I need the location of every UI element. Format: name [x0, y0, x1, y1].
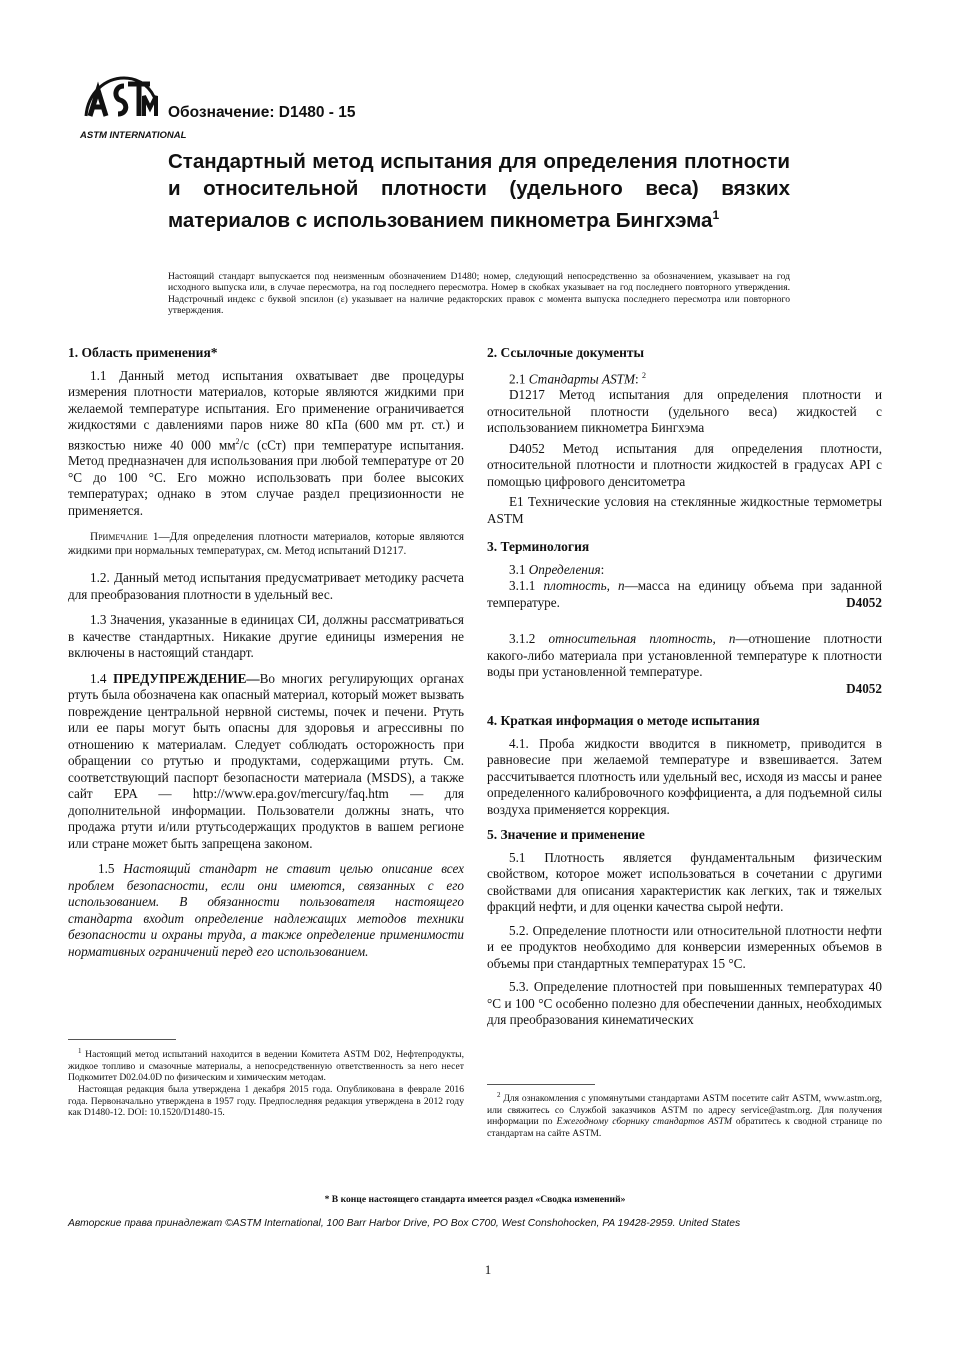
- paragraph-2-1: 2.1 Стандарты ASTM: $^2$: [509, 370, 646, 386]
- paragraph-5-3: 5.3. Определение плотностей при повышенных температурах 40 °C и 100 °C особенно полезно для обеспечении данных, необходимых для преобразования кинематических: [487, 979, 882, 1028]
- issuance-notice: Настоящий стандарт выпускается под неизменным обозначением D1480; номер, следующий непосредственно за обозначением, указывает на год исходного выпуска или, в случае пересмотра, на год последнего пересмотра. Номер в скобках указывает на год последнего повторного утверждения. Надстрочный индекс с буквой эпсилон (ε) указывает на наличие редакторских правок с момента выпуска последнего пересмотра или повторного утверждения.: [168, 271, 790, 317]
- document-title: [168, 149, 790, 234]
- paragraph-1-2: 1.2. Данный метод испытания предусматривает методику расчета для преобразования плотности в удельный вес.: [68, 570, 464, 602]
- paragraph-1-4: 1.4 ПРЕДУПРЕЖДЕНИЕ—Во многих регулирующих органах ртуть была обозначена как опасный материал, который может вызвать повреждение центральной нервной системы, почек и печени. Ртуть или ее пары могут быть опасны для здоровья и агрессивны по отношению к материалам. Следует соблюдать осторожность при обращении со ртутью и продуктами, содержащими ртуть. См. соответствующий паспорт безопасности материала (MSDS), а также сайт EPA — http://www.epa.gov/mercury/faq.htm — для дополнительной информации. Пользователи должны знать, что продажа ртути и/или ртутьсодержащих продуктов в вашем регионе или стране может быть запрещена законом.: [68, 670, 464, 851]
- title-text: Стандартный метод испытания для определения плотности и относительной плотности (удельного веса) вязких материалов с использованием пикнометра Бингхэма: [168, 150, 790, 232]
- ref-d4052-1: D4052: [846, 594, 882, 610]
- footnote-1: $^1$ Настоящий метод испытаний находится в ведении Комитета ASTM D02, Нефтепродукты, жидкое топливо и смазочные материалы, а непосредственную ответственность за него несет Подкомитет D02.04.0D по физическим и химическим методам. Настоящая редакция была утверждена 1 декабря 2015 года. Опубликована в феврале 2016 года. Первоначально утверждена в 1957 году. Предпоследняя редакция утверждена в 2012 году как D1480-12. DOI: 10.1520/D1480-15.: [68, 1047, 464, 1119]
- paragraph-3-1-1: 3.1.1 плотность, n—масса на единицу объема при заданной температуре.: [487, 578, 883, 610]
- section-1-heading: 1. Область применения*: [68, 345, 218, 360]
- reference-d4052: D4052 Метод испытания для определения плотности, относительной плотности и плотности жидкостей в градусах API с помощью цифрового денситометра: [487, 440, 882, 489]
- paragraph-1-5: 1.5 Настоящий стандарт не ставит целью описание всех проблем безопасности, если они имеются, связанных с его использованием. В обязанности пользователя настоящего стандарта входит определение надлежащих методов техники безопасности и охраны труда, а также определение применимости нормативных ограничений перед его использованием.: [68, 861, 465, 959]
- footnote-separator-right: [487, 1084, 595, 1085]
- section-3-heading: 3. Терминология: [487, 539, 590, 555]
- warning-label: ПРЕДУПРЕЖДЕНИЕ—: [113, 670, 260, 686]
- footnote-1-approval: Настоящая редакция была утверждена 1 декабря 2015 года. Опубликована в феврале 2016 года. Первоначально утверждена в 1957 году. Предпоследняя редакция утверждена в 2012 году как D1480-12. DOI: 10.1520/D1480-15.: [68, 1083, 464, 1119]
- reference-e1: E1 Технические условия на стеклянные жидкостные термометры ASTM: [487, 494, 882, 526]
- left-column: [68, 345, 464, 960]
- section-2-heading: 2. Ссылочные документы: [487, 345, 645, 360]
- summary-of-changes-note: * В конце настоящего стандарта имеется раздел «Сводка изменений»: [324, 1194, 626, 1205]
- note-1: Примечание 1—Для определения плотности материалов, которые являются жидкими при нормальных температурах, см. Метод испытаний D1217.: [68, 531, 464, 557]
- footnote-2: $^2$ Для ознакомления с упомянутыми стандартами ASTM посетите сайт ASTM, www.astm.org, или свяжитесь со Службой заказчиков ASTM по адресу service@astm.org. Для получения информации по Ежегодному сборнику стандартов ASTM обратитесь к сводной странице по стандартам на сайте ASTM.: [487, 1091, 882, 1139]
- paragraph-1-1: 1.1 Данный метод испытания охватывает две процедуры измерения плотности материалов, которые являются жидкими при желаемой температуре испытания. Его применение ограничивается жидкостями с давлениями паров ниже 80 кПа (600 мм рт. ст.) и вязкостью ниже 40 000 $мм^2/с$ (сСт) при температуре испытания. Метод предназначен для использования при любой температуре от 20 °C до 100 °C. Его можно использовать при более высоких температурах; однако в этом случае раздел прецизионности не применяется.: [68, 367, 464, 518]
- paragraph-3-1-2: 3.1.2 относительная плотность, n—отношение плотности какого-либо материала при установленной температуре к плотности воды при установленной температуре.: [487, 631, 882, 680]
- designation: Обозначение: D1480 - 15: [168, 104, 356, 121]
- paragraph-5-1: 5.1 Плотность является фундаментальным физическим свойством, которое может использоваться в сочетании с другими свойствами для описания характеристик как легких, так и тяжелых фракций нефти, и для оценки качества сырой нефти.: [487, 849, 882, 915]
- section-4-heading: 4. Краткая информация о методе испытания: [487, 713, 760, 729]
- paragraph-1-3: 1.3 Значения, указанные в единицах СИ, должны рассматриваться в качестве стандартных. Никакие другие единицы измерения не включены в настоящий стандарт.: [68, 612, 464, 661]
- footnote-separator-left: [68, 1039, 176, 1040]
- paragraph-5-2: 5.2. Определение плотности или относительной плотности нефти и ее продуктов необходимо для конверсии измеренных объемов в объемы при стандартных температурах 15 °C.: [487, 922, 882, 971]
- astm-logo-icon: [78, 72, 187, 142]
- ref-d4052-2: D4052: [846, 680, 882, 696]
- copyright-line: Авторские права принадлежат ©ASTM International, 100 Barr Harbor Drive, PO Box C700, West Conshohocken, PA 19428-2959. United States: [68, 1218, 741, 1229]
- title-footnote-ref: 1: [712, 208, 720, 222]
- astm-logo: [78, 72, 187, 142]
- paragraph-3-1: 3.1 Определения:: [509, 561, 605, 577]
- logo-text: ASTM INTERNATIONAL: [80, 130, 187, 141]
- reference-d1217: D1217 Метод испытания для определения плотности и относительной плотности (удельного веса) жидкостей с использованием пикнометра Бингхэма: [487, 387, 882, 436]
- page-number: 1: [484, 1262, 492, 1277]
- section-5-heading: 5. Значение и применение: [487, 827, 645, 843]
- right-column: [487, 345, 882, 1029]
- paragraph-4-1: 4.1. Проба жидкости вводится в пикнометр, приводится в равновесие при желаемой температуре и взвешивается. Затем рассчитывается плотность или удельный вес, исходя из массы и ранее определенного калибровочного коэффициента, а для подъемной силы воздуха применяется коррекция.: [487, 735, 882, 817]
